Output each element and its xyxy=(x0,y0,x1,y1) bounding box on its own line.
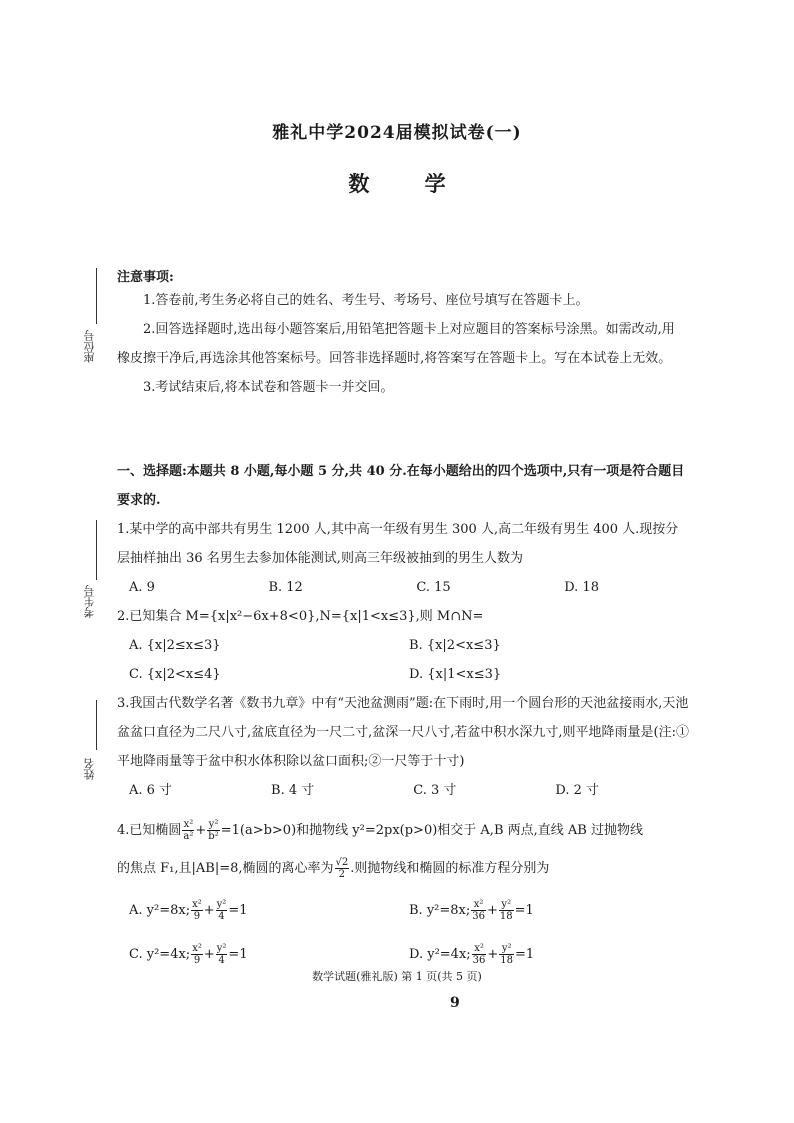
option: C. 15 xyxy=(416,580,451,595)
fraction xyxy=(182,819,194,842)
equals: =1 xyxy=(515,947,535,962)
subject-title: 数 学 xyxy=(348,171,470,196)
fraction xyxy=(335,857,350,880)
option: A. 6 寸 xyxy=(129,783,173,798)
plus: + xyxy=(486,903,498,918)
question-4-line1 xyxy=(117,813,691,849)
denominator: a² xyxy=(183,831,194,842)
option: B. 12 xyxy=(268,580,303,595)
fraction xyxy=(499,943,514,966)
option-text: C. y²=4x; xyxy=(129,947,191,962)
numerator: y² xyxy=(216,899,227,910)
plus: + xyxy=(487,947,499,962)
fraction xyxy=(499,899,514,922)
question-3: 3.我国古代数学名著《数书九章》中有“天池盆测雨”题:在下雨时,用一个圆台形的天池盆接雨水,天池盆盆口直径为二尺八寸,盆底直径为一尺二寸,盆深一尺八寸,若盆中积水深九寸,则平地降雨量是(注:①平地降雨量等于盆中积水体积除以盆口面积;②一尺等于十寸) xyxy=(117,696,689,769)
option-text: A. y²=8x; xyxy=(129,903,191,918)
numerator: y² xyxy=(216,943,227,954)
denominator: 18 xyxy=(499,911,513,922)
option xyxy=(409,889,649,933)
numerator: x² xyxy=(472,943,487,955)
numerator: x² xyxy=(192,943,202,954)
note-item: 2.回答选择题时,选出每小题答案后,用铅笔把答题卡上对应题目的答案标号涂黑。如需改动,用橡皮擦干净后,再选涂其他答案标号。回答非选择题时,将答案写在答题卡上。写在本试卷上无效。 xyxy=(117,322,675,366)
fraction xyxy=(191,943,203,966)
option-text: D. y²=4x; xyxy=(409,947,471,962)
option: C. 3 寸 xyxy=(413,783,457,798)
denominator: 18 xyxy=(500,955,514,966)
fraction xyxy=(216,899,228,922)
options-4 xyxy=(129,889,691,977)
name-label: 姓名 xyxy=(83,758,96,780)
exam-title: 雅礼中学2024届模拟试卷(一) xyxy=(272,123,522,143)
exam-no-line xyxy=(96,520,97,580)
q4-text: .则抛物线和椭圆的标准方程分别为 xyxy=(350,861,550,876)
fraction xyxy=(207,819,219,842)
options-1 xyxy=(129,573,599,602)
q4-text: 的焦点 F₁,且|AB|=8,椭圆的离心率为 xyxy=(117,861,334,876)
denominator: 36 xyxy=(472,911,485,922)
numerator: x² xyxy=(183,819,194,830)
q4-text: 4.已知椭圆 xyxy=(117,823,182,838)
fraction xyxy=(191,899,203,922)
option: B. 4 寸 xyxy=(271,783,315,798)
question-4-line2 xyxy=(117,849,691,889)
option xyxy=(129,889,409,933)
denominator: 9 xyxy=(193,911,201,922)
options-2 xyxy=(129,631,691,689)
section-heading: 一、选择题:本题共 8 小题,每小题 5 分,共 40 分.在每小题给出的四个选项中,只有一项是符合题目要求的. xyxy=(117,464,685,508)
plus: + xyxy=(203,903,215,918)
denominator: 9 xyxy=(193,955,201,966)
denominator: 36 xyxy=(472,955,486,966)
option: A. {x|2≤x≤3} xyxy=(129,638,221,653)
numerator: y² xyxy=(208,819,219,830)
option: A. 9 xyxy=(129,580,155,595)
seat-label: 座位号 xyxy=(83,330,96,363)
equals: =1 xyxy=(228,903,248,918)
numerator: x² xyxy=(471,899,486,911)
note-item: 1.答卷前,考生务必将自己的姓名、考生号、考场号、座位号填写在答题卡上。 xyxy=(143,293,589,308)
denominator: 4 xyxy=(218,911,225,922)
fraction xyxy=(472,943,487,966)
scan-mark: 9 xyxy=(450,995,460,1011)
option: C. {x|2<x≤4} xyxy=(129,667,221,682)
exam-no-label: 考生号 xyxy=(83,585,96,618)
note-item: 3.考试结束后,将本试卷和答题卡一并交回。 xyxy=(143,380,394,395)
options-3 xyxy=(129,776,599,805)
option: B. {x|2<x≤3} xyxy=(409,638,501,653)
question-1: 1.某中学的高中部共有男生 1200 人,其中高一年级有男生 300 人,高二年级有男生 400 人.现按分层抽样抽出 36 名男生去参加体能测试,则高三年级被抽到的男生人数为 xyxy=(117,522,679,566)
denominator: 4 xyxy=(218,955,225,966)
equals: =1 xyxy=(228,947,248,962)
notes-list xyxy=(117,286,677,402)
option: D. 18 xyxy=(564,580,599,595)
q4-text: =1(a>b>0)和抛物线 y²=2px(p>0)相交于 A,B 两点,直线 AB 过抛物线 xyxy=(220,823,643,838)
plus: + xyxy=(203,947,215,962)
numerator: y² xyxy=(499,899,514,911)
section-choice xyxy=(117,457,691,977)
fraction xyxy=(216,943,228,966)
seat-line xyxy=(96,268,97,324)
fraction xyxy=(471,899,486,922)
option-text: B. y²=8x; xyxy=(409,903,471,918)
plus: + xyxy=(195,823,207,838)
page-footer: 数学试题(雅礼版) 第 1 页(共 5 页) xyxy=(312,970,482,983)
option: D. 2 寸 xyxy=(555,783,599,798)
numerator: √2 xyxy=(335,857,349,868)
notes-heading: 注意事项: xyxy=(117,270,174,285)
name-line xyxy=(96,700,97,750)
denominator: 2 xyxy=(338,869,346,880)
numerator: x² xyxy=(192,899,202,910)
numerator: y² xyxy=(499,943,514,955)
question-2: 2.已知集合 M={x|x²−6x+8<0},N={x|1<x≤3},则 M∩N= xyxy=(117,609,484,624)
option: D. {x|1<x≤3} xyxy=(409,667,502,682)
equals: =1 xyxy=(514,903,534,918)
denominator: b² xyxy=(208,831,219,842)
